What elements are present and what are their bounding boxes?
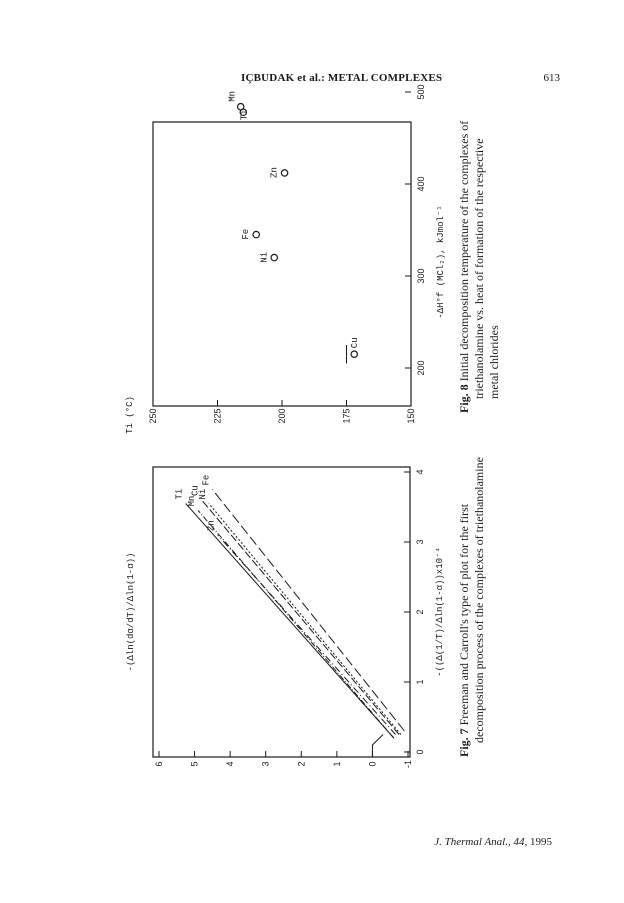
- fig8-ytick-label: 200: [277, 408, 287, 424]
- fig8-point-label: Zn: [269, 167, 280, 178]
- journal-year: 1995: [530, 836, 552, 848]
- fig7-ylabel: -(Δln(dα/dT)/Δln(1-α)): [126, 552, 136, 672]
- fig8-point-label: Ni: [259, 251, 270, 263]
- fig7-series-cu: [202, 500, 399, 735]
- fig7-ytick-label: 4: [225, 761, 236, 767]
- fig8-caption: [457, 121, 501, 413]
- fig7-xtick-label: 4: [415, 469, 425, 475]
- fig7-baseline-hook: [372, 735, 383, 758]
- fig7-series-fe: [212, 490, 404, 732]
- fig7-xtick-label: 0: [415, 749, 425, 755]
- fig8-xlabel: -ΔH°f (MCl₂), kJmol⁻¹: [436, 205, 446, 319]
- fig7-caption-label: Fig. 7: [457, 728, 471, 757]
- fig7-series-mn: [198, 511, 394, 739]
- fig7-series-zn: [218, 535, 396, 735]
- fig8-xtick-label: 200: [416, 360, 426, 376]
- fig7-caption-line2: decomposition process of the complexes of triethanolamine: [472, 457, 486, 743]
- fig8-ylabel: Ti (°C): [125, 396, 135, 434]
- fig7-ytick-label: 0: [367, 761, 378, 767]
- fig8-point-ni: [271, 254, 277, 260]
- fig8-caption-line1: Initial decomposition temperature of the complexes of: [457, 120, 471, 385]
- fig8-caption-label: Fig. 8: [457, 384, 471, 413]
- fig8-point-label: Cu: [350, 337, 361, 349]
- fig7-caption: [457, 457, 486, 757]
- fig7-xtick-label: 3: [415, 539, 425, 545]
- fig8-point-cu: [351, 351, 357, 357]
- fig8-caption-line2: triethanolamine vs. heat of formation of the respective: [472, 138, 486, 399]
- fig7-ytick-label: 5: [189, 761, 200, 767]
- fig8-xtick-label: 300: [416, 268, 426, 284]
- fig7-series-ti: [186, 504, 394, 739]
- fig8-ytick-label: 150: [406, 408, 416, 424]
- fig8-point-label: Fe: [241, 228, 252, 240]
- fig8-point-label: Ti: [239, 109, 250, 121]
- fig8-point-label: Mn: [227, 90, 238, 102]
- fig7-caption-line1: Freeman and Carroll's type of plot for the first: [457, 503, 471, 729]
- fig7-series-label: Fe: [201, 474, 212, 486]
- fig8-ticks: [148, 84, 426, 423]
- fig8-ytick-label: 250: [148, 408, 158, 424]
- svg-text:Fig. 7 Freeman and Carroll's t: [457, 503, 471, 757]
- page-number: 613: [543, 72, 560, 84]
- fig7-series-label: Ni: [197, 488, 208, 500]
- svg-text:Fig. 8 Initial decomposition t: [457, 121, 471, 413]
- fig7-xtick-label: 2: [415, 609, 425, 615]
- page-footer: [434, 836, 552, 848]
- fig8-ytick-label: 225: [212, 408, 223, 424]
- fig7-xlabel: -((Δ(1/T)/Δln(1-α))x10⁻⁴: [435, 547, 445, 677]
- fig8-point-mn: [238, 104, 244, 110]
- fig8-caption-line3: metal chlorides: [487, 325, 501, 399]
- running-head: IÇBUDAK et al.: METAL COMPLEXES: [241, 72, 443, 84]
- fig7-series-ni: [206, 504, 401, 735]
- fig8-frame: [153, 122, 411, 406]
- fig8-plot: [125, 84, 446, 433]
- fig8-xtick-label: 500: [416, 84, 426, 100]
- fig7-series: [175, 475, 405, 738]
- fig8-point-zn: [281, 170, 287, 176]
- fig7-series-label: Ti: [174, 488, 185, 500]
- fig8-xtick-label: 400: [416, 176, 426, 192]
- fig7-ytick-label: 6: [154, 761, 164, 767]
- fig7-ytick-label: 3: [260, 761, 271, 767]
- fig7-series-label: Mn: [187, 495, 198, 507]
- journal-citation: J. Thermal Anal., 44,: [434, 836, 530, 848]
- fig7-ytick-label: -1: [403, 759, 413, 769]
- fig7-ytick-label: 1: [331, 761, 342, 767]
- fig7-plot: [126, 467, 445, 768]
- fig8-points: [228, 91, 361, 363]
- fig8-ytick-label: 175: [341, 408, 352, 424]
- fig7-xtick-label: 1: [415, 679, 425, 685]
- fig7-ytick-label: 2: [296, 761, 307, 767]
- fig8-point-fe: [253, 231, 259, 237]
- fig7-series-label: Zn: [206, 520, 217, 531]
- fig7-series-label: Cu: [190, 485, 201, 496]
